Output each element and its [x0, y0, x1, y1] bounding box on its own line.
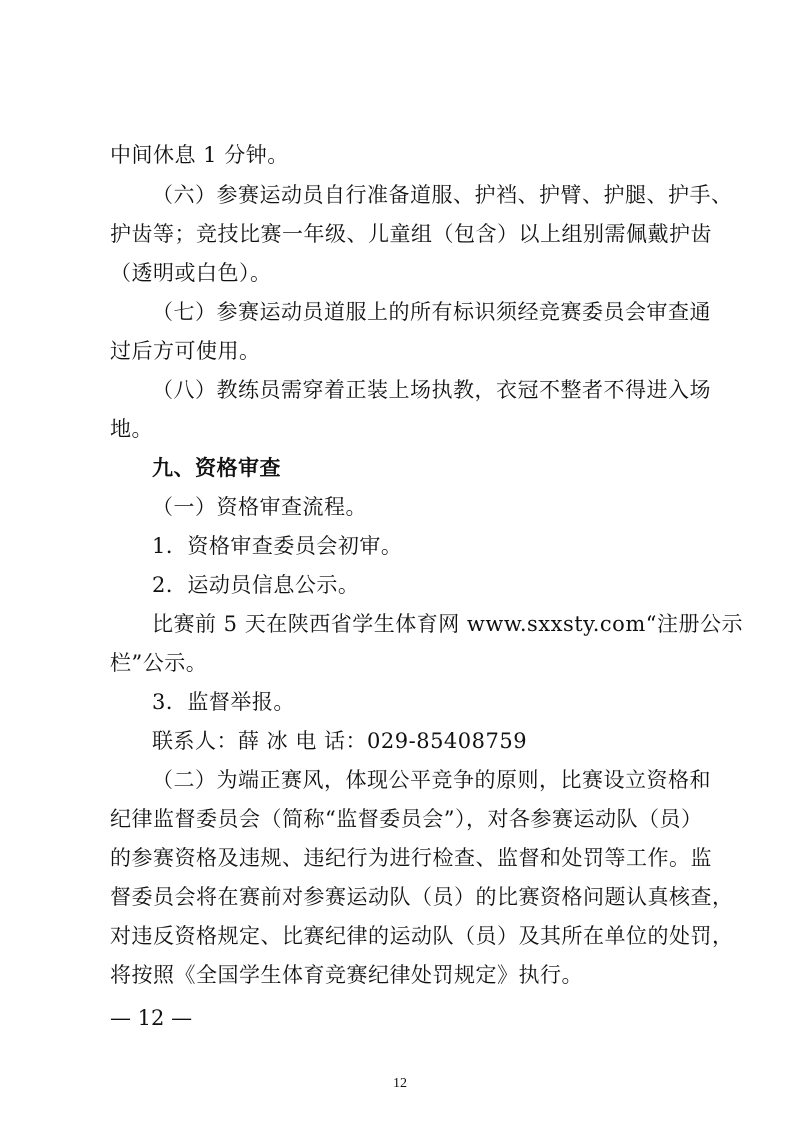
text-line-7: （八）教练员需穿着正装上场执教，衣冠不整者不得进入场: [152, 378, 711, 402]
text-line-17: （二）为端正赛风，体现公平竞争的原则，比赛设立资格和: [152, 768, 711, 792]
text-line-19: 的参赛资格及违规、违纪行为进行检查、监督和处罚等工作。监: [110, 846, 712, 870]
contact-line: 联系人：薛 冰 电 话：029-85408759: [152, 729, 528, 753]
text-line-8: 地。: [110, 417, 153, 441]
text-line-1: 中间休息 1 分钟。: [110, 143, 289, 167]
text-line-11: 1．资格审查委员会初审。: [152, 534, 403, 558]
text-line-4: （透明或白色）。: [110, 261, 272, 285]
text-line-6: 过后方可使用。: [110, 339, 261, 363]
text-line-14: 栏”公示。: [110, 651, 208, 675]
text-line-10: （一）资格审查流程。: [152, 495, 367, 519]
text-line-12: 2．运动员信息公示。: [152, 573, 360, 597]
text-line-3: 护齿等；竞技比赛一年级、儿童组（包含）以上组别需佩戴护齿: [110, 222, 712, 246]
section-heading: 九、资格审查: [152, 456, 281, 480]
text-line-20: 督委员会将在赛前对参赛运动队（员）的比赛资格问题认真核查，: [110, 885, 734, 909]
text-line-2: （六）参赛运动员自行准备道服、护裆、护臂、护腿、护手、: [152, 183, 733, 207]
text-line-5: （七）参赛运动员道服上的所有标识须经竞赛委员会审查通: [152, 300, 711, 324]
text-line-22: 将按照《全国学生体育竞赛纪律处罚规定》执行。: [110, 963, 583, 987]
page-number: 12: [393, 1076, 407, 1091]
text-line-13: 比赛前 5 天在陕西省学生体育网 www.sxxsty.com“注册公示: [152, 612, 743, 636]
page-footer: — 12 —: [110, 1006, 193, 1030]
text-line-21: 对违反资格规定、比赛纪律的运动队（员）及其所在单位的处罚，: [110, 924, 734, 948]
text-line-18: 纪律监督委员会（简称“监督委员会”），对各参赛运动队（员）: [110, 807, 703, 831]
text-line-15: 3．监督举报。: [152, 690, 295, 714]
